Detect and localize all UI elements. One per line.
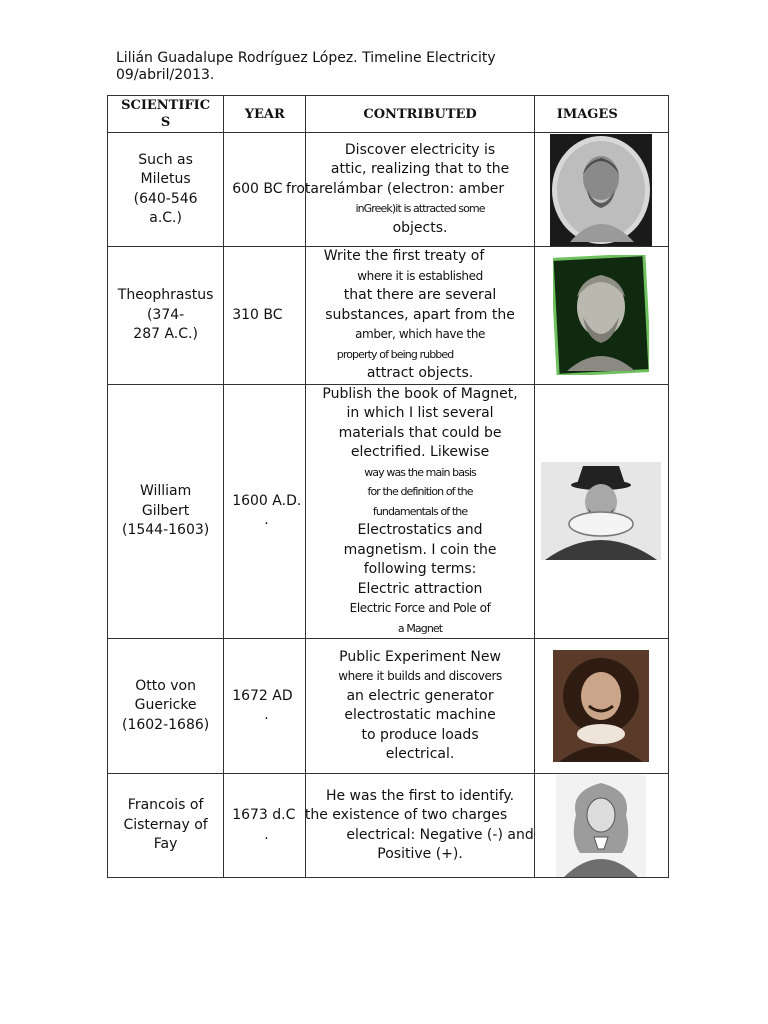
image-cell [534,133,668,247]
image-cell [534,774,668,878]
table-row [108,133,669,247]
header-date: 09/abril/2013. [116,67,215,83]
year-cell: 1673 d.C . [224,774,306,878]
scientist-cell: Theophrastus (374- 287 A.C.) [108,247,224,385]
table-header-row [108,96,669,133]
year-cell: 600 BC [224,133,306,247]
portrait-theophrastus-image [553,255,649,375]
year-cell: 1672 AD . [224,639,306,774]
header-author-title: Lilián Guadalupe Rodríguez López. Timeline Electricity [116,50,496,66]
contribution-cell: Discover electricity is attic, realizing that to the frotarelámbar (electron: amber inGreek)it is attracted some objects. [306,133,534,247]
table-row [108,384,669,639]
scientist-cell: Francois of Cisternay of Fay [108,774,224,878]
contribution-cell: He was the first to identify. the existence of two charges electrical: Negative (-) and Positive (+). [306,774,534,878]
header-contributed: CONTRIBUTED [306,96,534,133]
header-images: IMAGES [534,96,668,133]
header-year: YEAR [224,96,306,133]
timeline-table [107,95,669,878]
contribution-cell: Publish the book of Magnet, in which I list several materials that could be electrified. Likewise way was the main basis for the definition of the fundamentals of the Electrostatics and magnetism. I coin the following terms: Electric attraction Electric Force and Pole of a Magnet [306,384,534,639]
table-row [108,774,669,878]
image-cell [534,639,668,774]
portrait-du-fay-image [556,775,646,877]
scientist-cell: Otto von Guericke (1602-1686) [108,639,224,774]
scientist-cell: William Gilbert (1544-1603) [108,384,224,639]
portrait-guericke-image [553,650,649,762]
document-header [116,50,496,84]
year-cell: 310 BC [224,247,306,385]
portrait-gilbert-image [541,462,661,560]
table-row [108,639,669,774]
image-cell [534,384,668,639]
contribution-cell: Write the first treaty of where it is established that there are several substances, apart from the amber, which have the property of being rubbed attract objects. [306,247,534,385]
scientist-cell: Such as Miletus (640-546 a.C.) [108,133,224,247]
portrait-thales-image [550,134,652,246]
year-cell: 1600 A.D. . [224,384,306,639]
contribution-cell: Public Experiment New where it builds and discovers an electric generator electrostatic machine to produce loads electrical. [306,639,534,774]
header-scientists: SCIENTIFICS [108,96,224,133]
table-row [108,247,669,385]
image-cell [534,247,668,385]
